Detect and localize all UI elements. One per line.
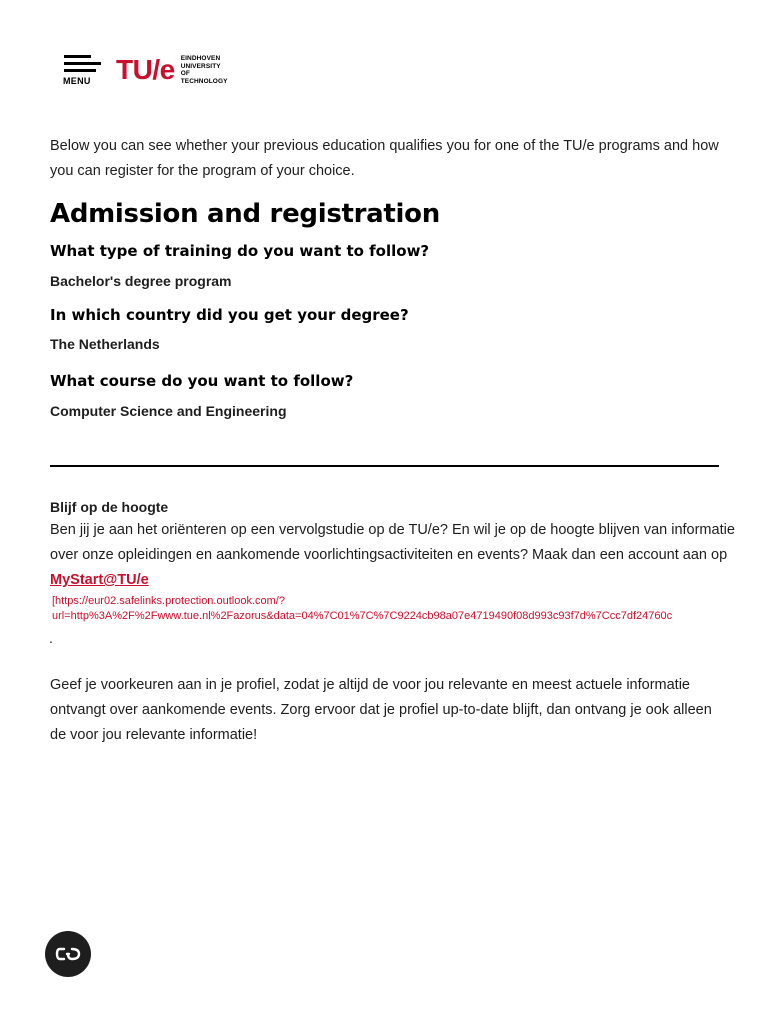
- question-block: [50, 305, 720, 353]
- cookie-settings-icon: [55, 947, 81, 961]
- logo-subtitle: [181, 55, 228, 85]
- stay-informed-text: [50, 518, 740, 593]
- logo-line: TECHNOLOGY: [180, 77, 228, 85]
- menu-button[interactable]: [63, 52, 103, 88]
- menu-icon-bar: [64, 62, 101, 65]
- page-title: Admission and registration: [50, 199, 440, 229]
- sentence-period: .: [49, 630, 53, 646]
- question-answer: The Netherlands: [50, 336, 160, 352]
- menu-label: MENU: [63, 76, 91, 86]
- main-content: [50, 134, 720, 420]
- question-block: [50, 241, 720, 290]
- menu-icon-bar: [64, 55, 91, 58]
- question-answer: Bachelor's degree program: [50, 273, 232, 289]
- url-line: url=http%3A%2F%2Fwww.tue.nl%2Fazorus&data=04%7C01%7C%7C9224cb98a07e4719490f08d993c93f7d%7Ccc7df24760c: [52, 610, 673, 622]
- tue-logo[interactable]: [116, 55, 228, 85]
- stay-informed-body: Ben jij je aan het oriënteren op een vervolgstudie op de TU/e? En wil je op de hoogte blijven van informatie over onze opleidingen en aankomende voorlichtingsactiviteiten en events? Maak dan een account aan op: [50, 522, 735, 563]
- logo-line: UNIVERSITY OF: [180, 62, 221, 77]
- logo-mark: TU/e: [116, 54, 175, 85]
- stay-informed-section: [50, 496, 740, 593]
- intro-text: Below you can see whether your previous education qualifies you for one of the TU/e programs and how you can register for the program of your choice.: [50, 138, 719, 179]
- question-heading: What type of training do you want to follow?: [50, 242, 430, 260]
- preferences-text: Geef je voorkeuren aan in je profiel, zodat je altijd de voor jou relevante en meest actuele informatie ontvangt over aankomende events. Zorg ervoor dat je profiel up-to-date blijft, dan ontvang je ook alleen de voor jou relevante informatie!: [50, 677, 712, 743]
- question-answer: Computer Science and Engineering: [50, 403, 287, 419]
- stay-informed-title: Blijf op de hoogte: [50, 499, 169, 515]
- cookie-settings-button[interactable]: [45, 931, 91, 977]
- question-heading: What course do you want to follow?: [50, 372, 354, 390]
- menu-icon-bar: [64, 69, 96, 72]
- logo-line: EINDHOVEN: [180, 55, 221, 62]
- question-heading: In which country did you get your degree?: [50, 306, 409, 324]
- site-header: [63, 52, 228, 88]
- question-block: [50, 371, 720, 420]
- section-divider: [50, 465, 719, 467]
- mystart-link[interactable]: MyStart@TU/e: [50, 572, 149, 588]
- safelink-url[interactable]: [52, 594, 742, 624]
- url-line: [https://eur02.safelinks.protection.outlook.com/?: [52, 595, 285, 607]
